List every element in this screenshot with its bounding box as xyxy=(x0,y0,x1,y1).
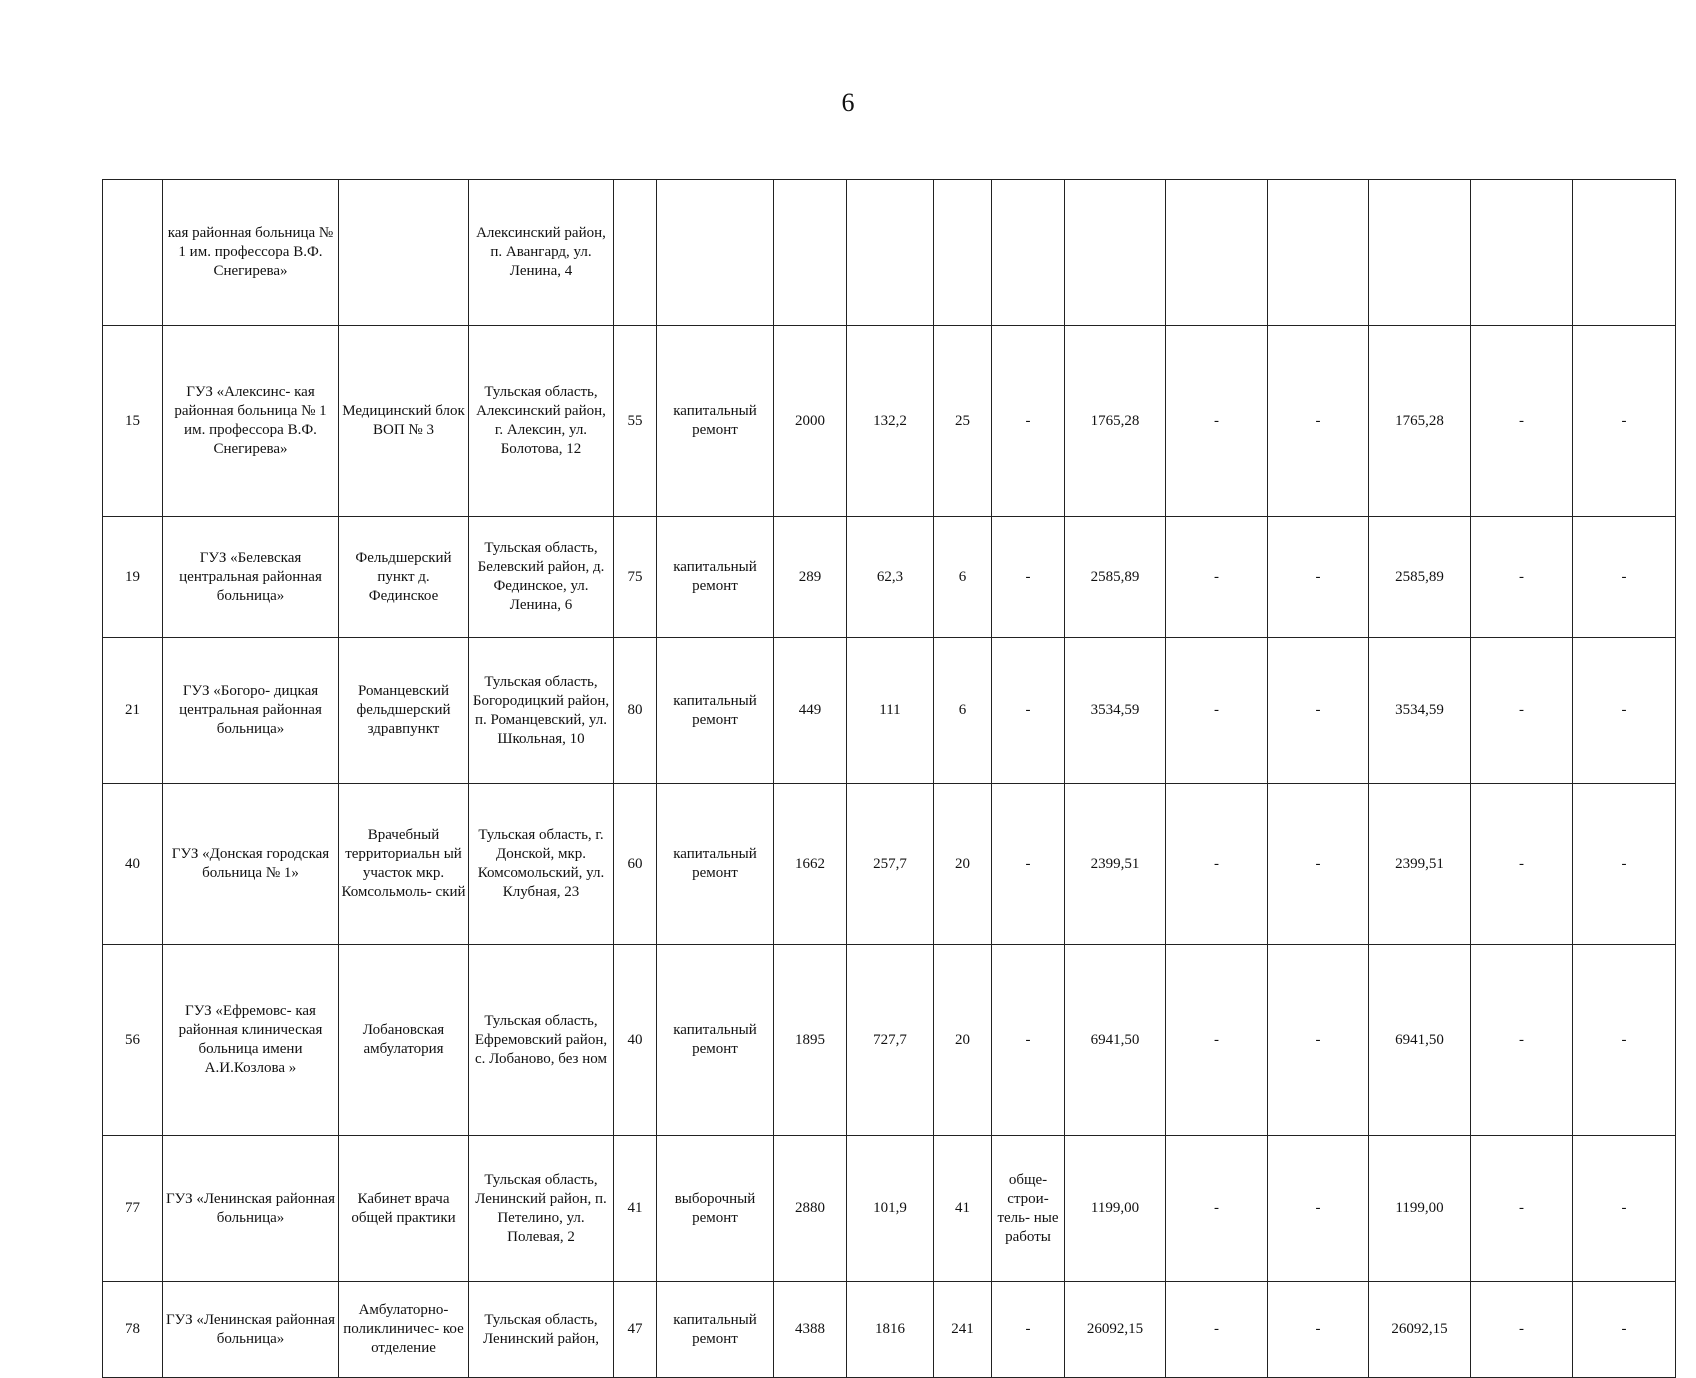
federal-budget-cell: - xyxy=(1166,638,1268,784)
capacity-cell: 80 xyxy=(614,638,657,784)
year-cell: 4388 xyxy=(774,1282,847,1378)
address-cell: Тульская область, Ленинский район, п. Петелино, ул. Полевая, 2 xyxy=(469,1136,614,1282)
facility-name-cell: Медицинский блок ВОП № 3 xyxy=(339,326,469,517)
extra-source-cell: - xyxy=(1573,517,1676,638)
staff-cell xyxy=(934,180,992,326)
capacity-cell xyxy=(614,180,657,326)
cost-total-cell: 6941,50 xyxy=(1065,945,1166,1136)
local-budget-cell: 1199,00 xyxy=(1369,1136,1471,1282)
organization-cell: ГУЗ «Ленинская районная больница» xyxy=(163,1282,339,1378)
other-source-cell: - xyxy=(1471,326,1573,517)
staff-cell: 20 xyxy=(934,784,992,945)
other-source-cell: - xyxy=(1471,945,1573,1136)
regional-budget-cell: - xyxy=(1268,945,1369,1136)
row-number-cell xyxy=(103,180,163,326)
facility-name-cell: Кабинет врача общей практики xyxy=(339,1136,469,1282)
work-type-cell: капитальный ремонт xyxy=(657,945,774,1136)
regional-budget-cell: - xyxy=(1268,784,1369,945)
table-row xyxy=(103,784,1676,945)
staff-cell: 241 xyxy=(934,1282,992,1378)
organization-cell: ГУЗ «Алексинс- кая районная больница № 1 им. профессора В.Ф. Снегирева» xyxy=(163,326,339,517)
capacity-cell: 41 xyxy=(614,1136,657,1282)
local-budget-cell xyxy=(1369,180,1471,326)
organization-cell: ГУЗ «Ленинская районная больница» xyxy=(163,1136,339,1282)
cost-total-cell xyxy=(1065,180,1166,326)
local-budget-cell: 2399,51 xyxy=(1369,784,1471,945)
work-type-cell xyxy=(657,180,774,326)
row-number-cell: 21 xyxy=(103,638,163,784)
row-number-cell: 15 xyxy=(103,326,163,517)
work-type-cell: капитальный ремонт xyxy=(657,638,774,784)
extra-source-cell xyxy=(1573,180,1676,326)
area-cell: 132,2 xyxy=(847,326,934,517)
work-type-cell: капитальный ремонт xyxy=(657,517,774,638)
address-cell: Тульская область, Ефремовский район, с. Лобаново, без ном xyxy=(469,945,614,1136)
local-budget-cell: 1765,28 xyxy=(1369,326,1471,517)
address-cell: Алексинский район, п. Авангард, ул. Ленина, 4 xyxy=(469,180,614,326)
other-source-cell: - xyxy=(1471,784,1573,945)
year-cell xyxy=(774,180,847,326)
facilities-table xyxy=(102,179,1676,1378)
work-type-cell: капитальный ремонт xyxy=(657,1282,774,1378)
extra-source-cell: - xyxy=(1573,784,1676,945)
staff-cell: 6 xyxy=(934,638,992,784)
staff-cell: 6 xyxy=(934,517,992,638)
organization-cell: ГУЗ «Белевская центральная районная больница» xyxy=(163,517,339,638)
federal-budget-cell: - xyxy=(1166,784,1268,945)
address-cell: Тульская область, г. Донской, мкр. Комсомольский, ул. Клубная, 23 xyxy=(469,784,614,945)
area-cell: 727,7 xyxy=(847,945,934,1136)
table-row xyxy=(103,945,1676,1136)
local-budget-cell: 3534,59 xyxy=(1369,638,1471,784)
year-cell: 2880 xyxy=(774,1136,847,1282)
cost-total-cell: 26092,15 xyxy=(1065,1282,1166,1378)
regional-budget-cell: - xyxy=(1268,517,1369,638)
facility-name-cell: Врачебный территориальн ый участок мкр. Комсольмоль- ский xyxy=(339,784,469,945)
other-source-cell: - xyxy=(1471,638,1573,784)
work-kind-cell: - xyxy=(992,1282,1065,1378)
other-source-cell: - xyxy=(1471,517,1573,638)
cost-total-cell: 2585,89 xyxy=(1065,517,1166,638)
page-number: 6 xyxy=(841,88,855,117)
local-budget-cell: 2585,89 xyxy=(1369,517,1471,638)
regional-budget-cell xyxy=(1268,180,1369,326)
federal-budget-cell: - xyxy=(1166,1282,1268,1378)
facility-name-cell xyxy=(339,180,469,326)
federal-budget-cell xyxy=(1166,180,1268,326)
staff-cell: 25 xyxy=(934,326,992,517)
extra-source-cell: - xyxy=(1573,326,1676,517)
cost-total-cell: 2399,51 xyxy=(1065,784,1166,945)
staff-cell: 41 xyxy=(934,1136,992,1282)
area-cell: 111 xyxy=(847,638,934,784)
other-source-cell: - xyxy=(1471,1282,1573,1378)
area-cell: 101,9 xyxy=(847,1136,934,1282)
regional-budget-cell: - xyxy=(1268,638,1369,784)
extra-source-cell: - xyxy=(1573,1282,1676,1378)
address-cell: Тульская область, Белевский район, д. Фединское, ул. Ленина, 6 xyxy=(469,517,614,638)
federal-budget-cell: - xyxy=(1166,945,1268,1136)
staff-cell: 20 xyxy=(934,945,992,1136)
area-cell: 257,7 xyxy=(847,784,934,945)
work-type-cell: выборочный ремонт xyxy=(657,1136,774,1282)
other-source-cell xyxy=(1471,180,1573,326)
table-row xyxy=(103,180,1676,326)
local-budget-cell: 26092,15 xyxy=(1369,1282,1471,1378)
facility-name-cell: Лобановская амбулатория xyxy=(339,945,469,1136)
organization-cell: ГУЗ «Ефремовс- кая районная клиническая больница имени А.И.Козлова » xyxy=(163,945,339,1136)
address-cell: Тульская область, Ленинский район, xyxy=(469,1282,614,1378)
year-cell: 1662 xyxy=(774,784,847,945)
row-number-cell: 78 xyxy=(103,1282,163,1378)
facility-name-cell: Романцевский фельдшерский здравпункт xyxy=(339,638,469,784)
capacity-cell: 60 xyxy=(614,784,657,945)
address-cell: Тульская область, Богородицкий район, п. Романцевский, ул. Школьная, 10 xyxy=(469,638,614,784)
local-budget-cell: 6941,50 xyxy=(1369,945,1471,1136)
organization-cell: ГУЗ «Богоро- дицкая центральная районная больница» xyxy=(163,638,339,784)
capacity-cell: 40 xyxy=(614,945,657,1136)
cost-total-cell: 1765,28 xyxy=(1065,326,1166,517)
table-row xyxy=(103,1136,1676,1282)
federal-budget-cell: - xyxy=(1166,517,1268,638)
work-kind-cell: - xyxy=(992,326,1065,517)
year-cell: 289 xyxy=(774,517,847,638)
extra-source-cell: - xyxy=(1573,1136,1676,1282)
row-number-cell: 19 xyxy=(103,517,163,638)
table-row xyxy=(103,638,1676,784)
organization-cell: ГУЗ «Донская городская больница № 1» xyxy=(163,784,339,945)
extra-source-cell: - xyxy=(1573,945,1676,1136)
row-number-cell: 56 xyxy=(103,945,163,1136)
facility-name-cell: Фельдшерский пункт д. Фединское xyxy=(339,517,469,638)
year-cell: 449 xyxy=(774,638,847,784)
work-kind-cell xyxy=(992,180,1065,326)
table-row xyxy=(103,517,1676,638)
table-row xyxy=(103,326,1676,517)
capacity-cell: 55 xyxy=(614,326,657,517)
regional-budget-cell: - xyxy=(1268,1282,1369,1378)
other-source-cell: - xyxy=(1471,1136,1573,1282)
work-kind-cell: - xyxy=(992,517,1065,638)
work-kind-cell: - xyxy=(992,784,1065,945)
row-number-cell: 77 xyxy=(103,1136,163,1282)
extra-source-cell: - xyxy=(1573,638,1676,784)
capacity-cell: 75 xyxy=(614,517,657,638)
year-cell: 2000 xyxy=(774,326,847,517)
federal-budget-cell: - xyxy=(1166,326,1268,517)
facility-name-cell: Амбулаторно- поликлиничес- кое отделение xyxy=(339,1282,469,1378)
row-number-cell: 40 xyxy=(103,784,163,945)
work-kind-cell: обще- строи- тель- ные работы xyxy=(992,1136,1065,1282)
area-cell: 62,3 xyxy=(847,517,934,638)
cost-total-cell: 1199,00 xyxy=(1065,1136,1166,1282)
regional-budget-cell: - xyxy=(1268,326,1369,517)
regional-budget-cell: - xyxy=(1268,1136,1369,1282)
federal-budget-cell: - xyxy=(1166,1136,1268,1282)
area-cell xyxy=(847,180,934,326)
organization-cell: кая районная больница № 1 им. профессора В.Ф. Снегирева» xyxy=(163,180,339,326)
work-kind-cell: - xyxy=(992,638,1065,784)
table-body xyxy=(103,180,1676,1378)
table-row xyxy=(103,1282,1676,1378)
area-cell: 1816 xyxy=(847,1282,934,1378)
address-cell: Тульская область, Алексинский район, г. Алексин, ул. Болотова, 12 xyxy=(469,326,614,517)
work-kind-cell: - xyxy=(992,945,1065,1136)
work-type-cell: капитальный ремонт xyxy=(657,784,774,945)
work-type-cell: капитальный ремонт xyxy=(657,326,774,517)
year-cell: 1895 xyxy=(774,945,847,1136)
capacity-cell: 47 xyxy=(614,1282,657,1378)
cost-total-cell: 3534,59 xyxy=(1065,638,1166,784)
